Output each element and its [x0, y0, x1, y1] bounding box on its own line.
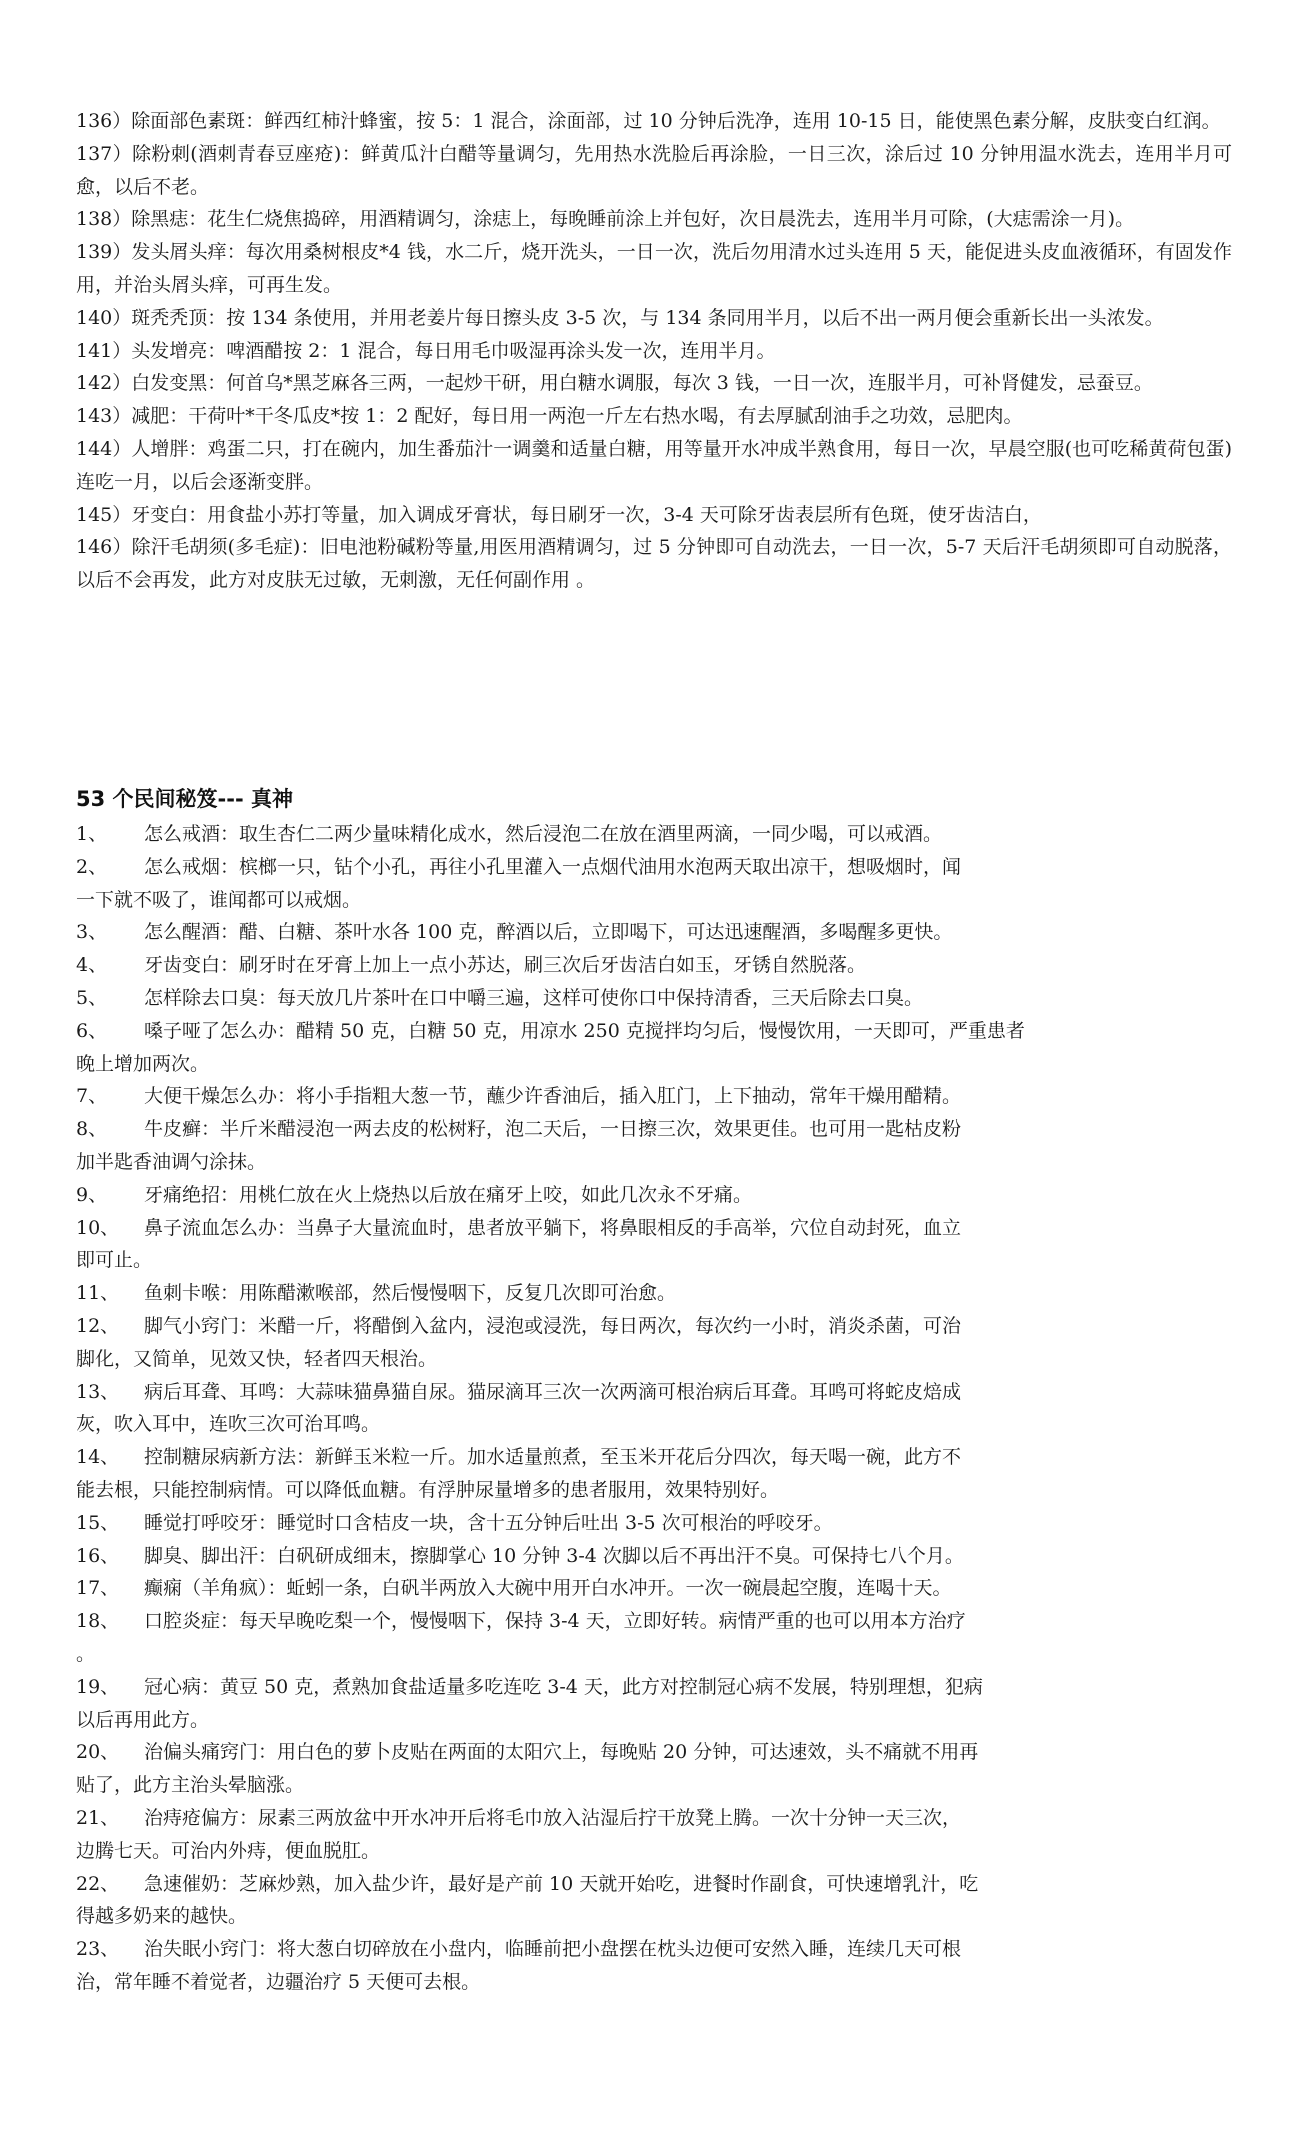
- list-item: [76, 1540, 1176, 1573]
- item-text-line: 即可止。: [76, 1249, 153, 1272]
- list-item: [76, 1179, 1176, 1212]
- item-number: 17、: [76, 1577, 120, 1600]
- list-item: [76, 982, 1176, 1015]
- remedy-paragraph: 139）发头屑头痒：每次用桑树根皮*4 钱，水二斤，烧开洗头，一日一次，洗后勿用清水过头连用 5 天，能促进头皮血液循环，有固发作用，并治头屑头痒，可再生发。: [76, 241, 1232, 296]
- list-item: [76, 818, 1176, 851]
- item-number: 23、: [76, 1938, 120, 1961]
- remedies-list-136-146: [76, 105, 1232, 597]
- list-item: [76, 1113, 1176, 1179]
- item-text-line: 控制糖尿病新方法：新鲜玉米粒一斤。加水适量煎煮，至玉米开花后分四次，每天喝一碗，此方不: [144, 1446, 962, 1469]
- item-number: 6、: [76, 1019, 108, 1042]
- item-text-line: 灰，吹入耳中，连吹三次可治耳鸣。: [76, 1413, 381, 1436]
- list-item: [76, 1802, 1176, 1868]
- item-text-line: 脚化，又简单，见效又快，轻者四天根治。: [76, 1347, 438, 1370]
- item-text-line: 嗓子哑了怎么办：醋精 50 克，白糖 50 克，用凉水 250 克搅拌均匀后，慢慢饮用，一天即可，严重患者: [144, 1019, 1025, 1042]
- remedy-paragraph: 144）人增胖：鸡蛋二只，打在碗内，加生番茄汁一调羹和适量白糖，用等量开水冲成半熟食用，每日一次，早晨空服(也可吃稀黄荷包蛋)连吃一月，以后会逐渐变胖。: [76, 437, 1232, 493]
- item-text-line: 能去根，只能控制病情。可以降低血糖。有浮肿尿量增多的患者服用，效果特别好。: [76, 1478, 780, 1501]
- list-item: [76, 1310, 1176, 1376]
- item-number: 20、: [76, 1741, 120, 1764]
- item-text-line: 加半匙香油调勺涂抹。: [76, 1150, 267, 1173]
- list-item: [76, 1868, 1176, 1934]
- item-number: 5、: [76, 986, 108, 1009]
- remedy-paragraph: 138）除黑痣：花生仁烧焦捣碎，用酒精调匀，涂痣上，每晚睡前涂上并包好，次日晨洗去，连用半月可除，(大痣需涂一月)。: [76, 208, 1135, 231]
- list-item: [76, 1376, 1176, 1442]
- item-text-line: 治失眠小窍门：将大葱白切碎放在小盘内，临睡前把小盘摆在枕头边便可安然入睡，连续几天可根: [144, 1938, 962, 1961]
- remedy-paragraph: 142）白发变黑：何首乌*黑芝麻各三两，一起炒干研，用白糖水调服，每次 3 钱，一日一次，连服半月，可补肾健发，忌蚕豆。: [76, 372, 1153, 395]
- item-text-line: 牙痛绝招：用桃仁放在火上烧热以后放在痛牙上咬，如此几次永不牙痛。: [144, 1183, 753, 1206]
- list-item: [76, 1212, 1176, 1278]
- list-item: [76, 1605, 1176, 1671]
- list-item: [76, 1671, 1176, 1737]
- item-number: 9、: [76, 1183, 108, 1206]
- item-number: 7、: [76, 1085, 108, 1108]
- item-text-line: 怎么戒酒：取生杏仁二两少量味精化成水，然后浸泡二在放在酒里两滴，一同少喝，可以戒酒。: [144, 823, 943, 845]
- item-text-line: 鼻子流血怎么办：当鼻子大量流血时，患者放平躺下，将鼻眼相反的手高举，穴位自动封死，血立: [144, 1216, 962, 1239]
- remedy-paragraph: 140）斑秃秃顶：按 134 条使用，并用老姜片每日擦头皮 3-5 次，与 134 条同用半月，以后不出一两月便会重新长出一头浓发。: [76, 306, 1164, 329]
- list-item: [76, 1736, 1176, 1802]
- list-item: [76, 1277, 1176, 1310]
- item-text-line: 牙齿变白：刷牙时在牙膏上加上一点小苏达，刷三次后牙齿洁白如玉，牙锈自然脱落。: [144, 954, 867, 977]
- remedy-paragraph: 143）减肥：干荷叶*干冬瓜皮*按 1：2 配好，每日用一两泡一斤左右热水喝，有去厚腻刮油手之功效，忌肥肉。: [76, 405, 1023, 428]
- item-text-line: 一下就不吸了，谁闻都可以戒烟。: [76, 888, 362, 911]
- item-number: 18、: [76, 1610, 120, 1633]
- item-number: 3、: [76, 921, 108, 944]
- item-number: 1、: [76, 823, 108, 845]
- list-item: [76, 1080, 1176, 1113]
- item-text-line: 治痔疮偏方：尿素三两放盆中开水冲开后将毛巾放入沾湿后拧干放凳上腾。一次十分钟一天三次，: [144, 1806, 962, 1829]
- remedy-paragraph: 145）牙变白：用食盐小苏打等量，加入调成牙膏状，每日刷牙一次，3-4 天可除牙齿表层所有色斑，使牙齿洁白，: [76, 503, 1042, 526]
- list-item: [76, 1507, 1176, 1540]
- item-text-line: 治，常年睡不着觉者，边疆治疗 5 天便可去根。: [76, 1970, 481, 1993]
- item-text-line: 怎么戒烟：槟榔一只，钻个小孔，再往小孔里灌入一点烟代油用水泡两天取出凉干，想吸烟时，闻: [144, 855, 962, 878]
- list-item: [76, 1572, 1176, 1605]
- item-number: 22、: [76, 1872, 120, 1895]
- item-number: 10、: [76, 1216, 120, 1239]
- list-item: [76, 916, 1176, 949]
- item-text-line: 冠心病：黄豆 50 克，煮熟加食盐适量多吃连吃 3-4 天，此方对控制冠心病不发展，特别理想，犯病: [144, 1675, 983, 1698]
- item-number: 13、: [76, 1380, 120, 1403]
- item-text-line: 得越多奶来的越快。: [76, 1905, 248, 1928]
- item-number: 15、: [76, 1511, 120, 1534]
- folk-secrets-list: [76, 818, 1176, 1999]
- list-item: [76, 1441, 1176, 1507]
- item-text-line: 边腾七天。可治内外痔，便血脱肛。: [76, 1839, 381, 1862]
- item-number: 4、: [76, 954, 108, 977]
- item-text-line: 睡觉打呼咬牙：睡觉时口含桔皮一块，含十五分钟后吐出 3-5 次可根治的呼咬牙。: [144, 1511, 833, 1534]
- item-number: 14、: [76, 1446, 120, 1469]
- item-text-line: 急速催奶：芝麻炒熟，加入盐少许，最好是产前 10 天就开始吃，进餐时作副食，可快速增乳汁，吃: [144, 1872, 979, 1895]
- item-text-line: 脚气小窍门：米醋一斤，将醋倒入盆内，浸泡或浸洗，每日两次，每次约一小时，消炎杀菌，可治: [144, 1314, 962, 1337]
- remedy-paragraph: 146）除汗毛胡须(多毛症)：旧电池粉碱粉等量,用医用酒精调匀，过 5 分钟即可自动洗去，一日一次，5-7 天后汗毛胡须即可自动脱落，以后不会再发，此方对皮肤无过敏，无刺激，无任何副作用 。: [76, 536, 1232, 592]
- item-text-line: 鱼刺卡喉：用陈醋漱喉部，然后慢慢咽下，反复几次即可治愈。: [144, 1282, 677, 1305]
- item-number: 21、: [76, 1806, 120, 1829]
- item-text-line: 脚臭、脚出汗：白矾研成细末，擦脚掌心 10 分钟 3-4 次脚以后不再出汗不臭。可保持七八个月。: [144, 1544, 964, 1567]
- section-heading: 53 个民间秘笈--- 真神: [76, 787, 293, 811]
- list-item: [76, 851, 1176, 917]
- item-text-line: 以后再用此方。: [76, 1708, 210, 1731]
- item-text-line: 病后耳聋、耳鸣：大蒜味猫鼻猫自尿。猫尿滴耳三次一次两滴可根治病后耳聋。耳鸣可将蛇皮焙成: [144, 1380, 962, 1403]
- item-text-line: 怎么醒酒：醋、白糖、茶叶水各 100 克，醉酒以后，立即喝下，可达迅速醒酒，多喝醒多更快。: [144, 921, 953, 944]
- item-text-line: 贴了，此方主治头晕脑涨。: [76, 1774, 305, 1797]
- item-text-line: 。: [76, 1642, 96, 1665]
- item-text-line: 怎样除去口臭：每天放几片茶叶在口中嚼三遍，这样可使你口中保持清香，三天后除去口臭。: [144, 986, 924, 1009]
- remedy-paragraph: 137）除粉刺(酒刺青春豆座疮)：鲜黄瓜汁白醋等量调匀，先用热水洗脸后再涂脸，一日三次，涂后过 10 分钟用温水洗去，连用半月可愈，以后不老。: [76, 142, 1232, 198]
- item-number: 19、: [76, 1675, 120, 1698]
- item-number: 8、: [76, 1118, 108, 1141]
- item-text-line: 治偏头痛窍门：用白色的萝卜皮贴在两面的太阳穴上，每晚贴 20 分钟，可达速效，头不痛就不用再: [144, 1741, 979, 1764]
- item-text-line: 牛皮癣：半斤米醋浸泡一两去皮的松树籽，泡二天后，一日擦三次，效果更佳。也可用一匙枯皮粉: [144, 1118, 962, 1141]
- remedy-paragraph: 136）除面部色素斑：鲜西红柿汁蜂蜜，按 5：1 混合，涂面部，过 10 分钟后洗净，连用 10-15 日，能使黑色素分解，皮肤变白红润。: [76, 110, 1221, 132]
- item-text-line: 晚上增加两次。: [76, 1052, 210, 1075]
- item-text-line: 癫痫（羊角疯）：蚯蚓一条，白矾半两放入大碗中用开白水冲开。一次一碗晨起空腹，连喝十天。: [144, 1577, 952, 1600]
- item-number: 11、: [76, 1282, 120, 1305]
- item-number: 2、: [76, 855, 108, 878]
- list-item: [76, 949, 1176, 982]
- item-text-line: 口腔炎症：每天早晚吃梨一个，慢慢咽下，保持 3-4 天，立即好转。病情严重的也可以用本方治疗: [144, 1610, 966, 1633]
- item-text-line: 大便干燥怎么办：将小手指粗大葱一节，蘸少许香油后，插入肛门，上下抽动，常年干燥用醋精。: [144, 1085, 962, 1108]
- item-number: 12、: [76, 1314, 120, 1337]
- remedy-paragraph: 141）头发增亮：啤酒醋按 2：1 混合，每日用毛巾吸湿再涂头发一次，连用半月。: [76, 339, 776, 362]
- list-item: [76, 1933, 1176, 1999]
- item-number: 16、: [76, 1544, 120, 1567]
- list-item: [76, 1015, 1176, 1081]
